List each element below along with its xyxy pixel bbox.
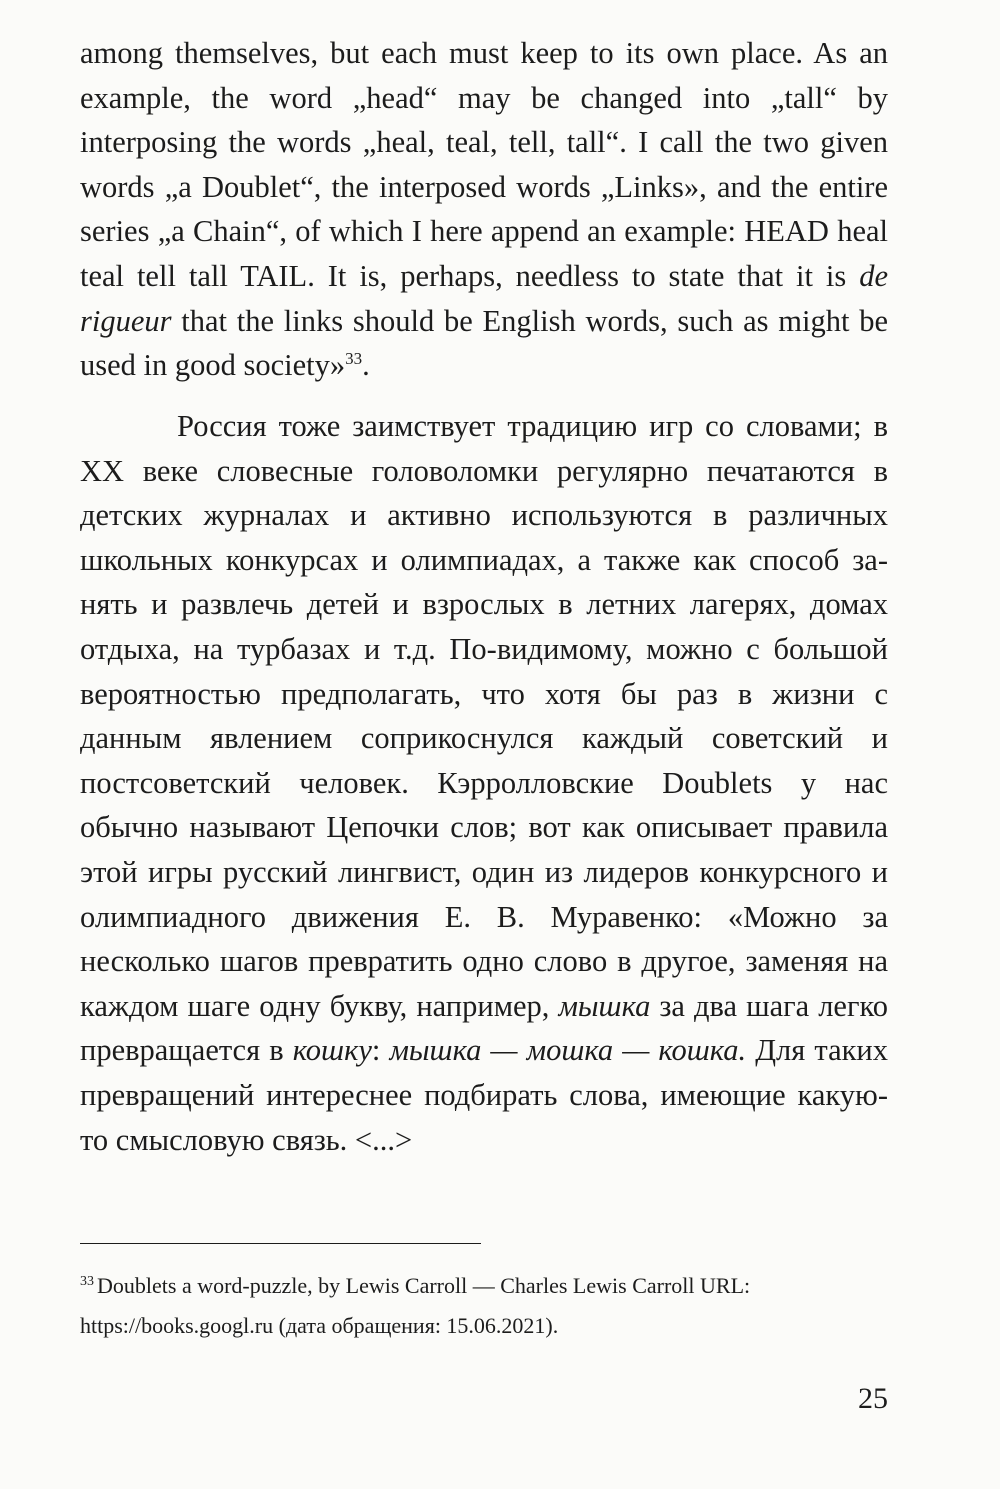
footnote [80, 1266, 888, 1346]
paragraph2-text-d: Для таких превращений интереснее подбирать слова, имеющие какую-то смысловую связь. <...> [80, 1033, 888, 1157]
footnote-text: Doublets a word-puzzle, by Lewis Carroll — Charles Lewis Carroll URL: https://books.googl.ru (дата обращения: 15.06.2021). [80, 1273, 751, 1338]
paragraph1-text-c: . [362, 348, 370, 383]
paragraph1-text-a: among themselves, but each must keep to its own place. As an example, the word „head“ may be changed into „tall“ by interposing the words „heal, teal, tell, tall“. I call the two given words „a Doublet“, the interposed words „Links», and the entire series „a Chain“, of which I here append an example: HEAD heal teal tell tall TAIL. It is, perhaps, needless to state that it is [80, 36, 888, 293]
paragraph2-text-c: : [371, 1033, 390, 1068]
paragraph2-italic-2: кошку [292, 1033, 372, 1068]
paragraph1-italic: de rigueur [80, 258, 888, 338]
paragraph2-text-b: за два шага легко превращается в [80, 988, 888, 1068]
footnote-divider [80, 1243, 481, 1244]
page-number: 25 [858, 1382, 888, 1415]
footnote-reference[interactable]: 33 [345, 349, 363, 368]
paragraph2-italic-1: мышка [558, 988, 651, 1023]
paragraph-english-quote [80, 31, 888, 388]
paragraph-russian [80, 404, 888, 1162]
paragraph1-text-b: that the links should be English words, such as might be used in good society» [80, 303, 888, 383]
paragraph2-text-a: Россия тоже заимствует традицию игр со словами; в XX веке словесные головоломки регулярно печатаются в детских журналах и активно используются в различных школьных конкурсах и олимпиадах, а также как способ занять и развлечь детей и взрослых в летних лагерях, домах отдыха, на турбазах и т.д. По-видимому, можно с большой вероятностью предполагать, что хотя бы раз в жизни с данным явлением соприкоснулся каждый советский и постсоветский человек. Кэрролловские Doublets у нас обычно называют Цепочки слов; вот как описывает правила этой игры русский лингвист, один из лидеров конкурсного и олимпиадного движения Е. В. Муравенко: «Можно за несколько шагов превратить одно слово в другое, заменяя на каждом шаге одну букву, например, [80, 409, 888, 1023]
paragraph2-italic-3: мышка — мошка — кошка. [389, 1033, 747, 1068]
footnote-number: 33 [80, 1273, 94, 1289]
